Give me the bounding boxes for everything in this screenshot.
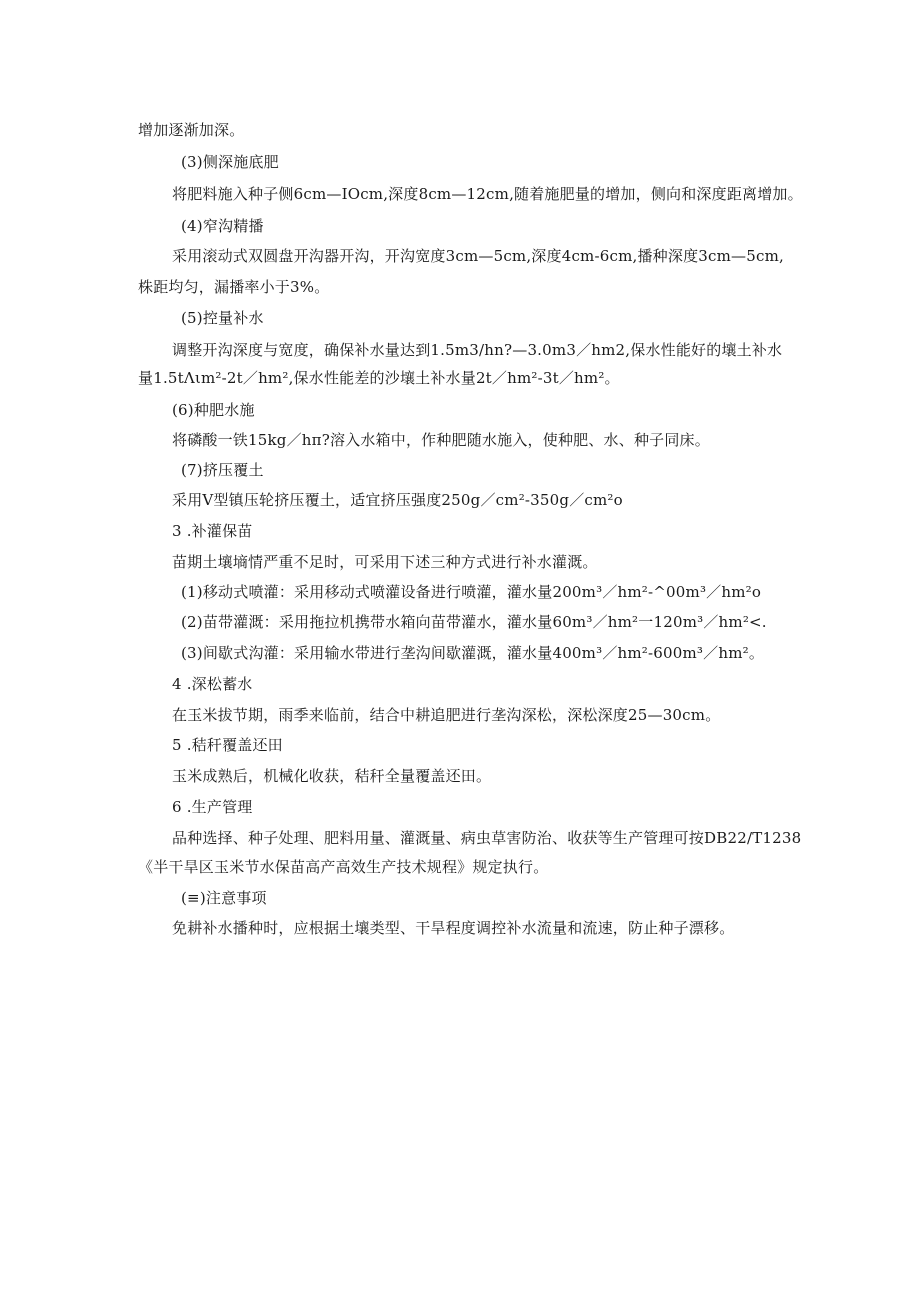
section-heading: (7)挤压覆土 <box>181 461 264 479</box>
text-line: 玉米成熟后，机械化收获，秸秆全量覆盖还田。 <box>172 767 492 785</box>
text-line: 量1.5tΛιm²-2t／hm²,保水性能差的沙壤土补水量2t／hm²-3t／hm²。 <box>138 369 620 387</box>
text-line: 品种选择、种子处理、肥料用量、灌溉量、病虫草害防治、收获等生产管理可按DB22/T1238 <box>172 829 802 847</box>
text-line: 将肥料施入种子侧6cm—IOcm,深度8cm—12cm,随着施肥量的增加，侧向和深度距离增加。 <box>172 185 803 203</box>
text-line: 增加逐渐加深。 <box>138 121 245 139</box>
section-heading: 3 .补灌保苗 <box>172 522 253 540</box>
section-heading: 5 .秸秆覆盖还田 <box>172 736 283 754</box>
section-heading: (3)侧深施底肥 <box>181 153 279 171</box>
list-item: (3)间歇式沟灌：采用输水带进行垄沟间歇灌溉，灌水量400m³／hm²-600m³／hm²。 <box>181 644 765 662</box>
text-line: 在玉米拔节期，雨季来临前，结合中耕追肥进行垄沟深松，深松深度25—30cm。 <box>172 706 721 724</box>
list-item: (2)苗带灌溉：采用拖拉机携带水箱向苗带灌水，灌水量60m³／hm²一120m³／hm²<. <box>181 613 767 631</box>
list-item: (1)移动式喷灌：采用移动式喷灌设备进行喷灌，灌水量200m³／hm²-^00m³／hm²o <box>181 583 762 601</box>
section-heading: (4)窄沟精播 <box>181 217 264 235</box>
text-line: 苗期土壤墒情严重不足时，可采用下述三种方式进行补水灌溉。 <box>172 553 598 571</box>
section-heading: (6)种肥水施 <box>172 401 255 419</box>
section-heading: (5)控量补水 <box>181 309 264 327</box>
text-line: 调整开沟深度与宽度，确保补水量达到1.5m3/hn?—3.0m3／hm2,保水性能好的壤土补水 <box>172 341 783 359</box>
section-heading: (≡)注意事项 <box>181 889 267 907</box>
text-line: 将磷酸一铁15kg／hπ?溶入水箱中，作种肥随水施入，使种肥、水、种子同床。 <box>172 431 710 449</box>
text-line: 《半干旱区玉米节水保苗高产高效生产技术规程》规定执行。 <box>138 858 549 876</box>
text-line: 免耕补水播种时，应根据土壤类型、干旱程度调控补水流量和流速，防止种子漂移。 <box>172 919 735 937</box>
section-heading: 4 .深松蓄水 <box>172 675 253 693</box>
section-heading: 6 .生产管理 <box>172 798 253 816</box>
text-line: 采用V型镇压轮挤压覆土，适宜挤压强度250g／cm²-350g／cm²o <box>172 491 623 509</box>
text-line: 采用滚动式双圆盘开沟器开沟，开沟宽度3cm—5cm,深度4cm-6cm,播种深度3cm—5cm, <box>172 247 784 265</box>
text-line: 株距均匀，漏播率小于3%。 <box>138 278 330 296</box>
